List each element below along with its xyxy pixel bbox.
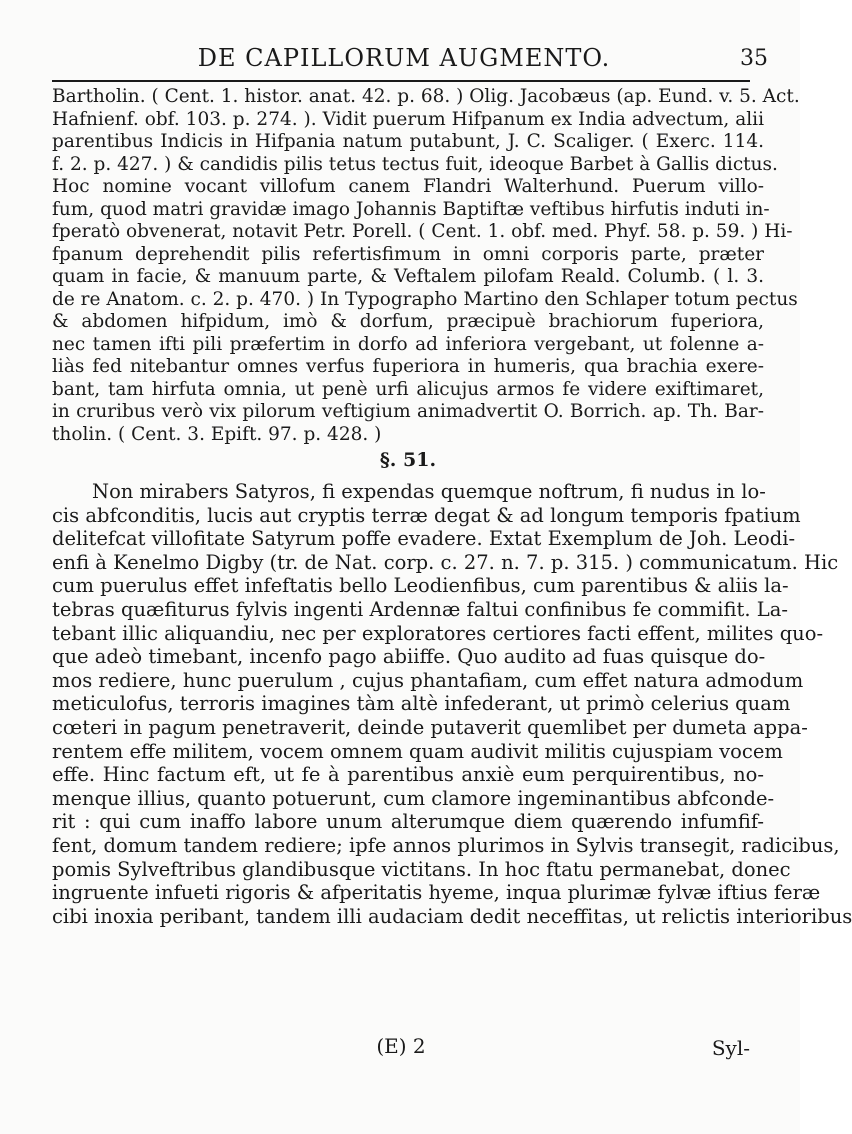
- text-line: delitefcat villofitate Satyrum poffe evadere. Extat Exemplum de Joh. Leodi-: [52, 527, 796, 551]
- text-line: tholin. ( Cent. 3. Epift. 97. p. 428. ): [52, 423, 382, 445]
- text-line: meticulofus, terroris imagines tàm altè infederant, ut primò celerius quam: [52, 692, 791, 716]
- text-line: bant, tam hirfuta omnia, ut penè urfi alicujus armos fe videre exiftimaret,: [52, 378, 764, 400]
- text-line: tebant illic aliquandiu, nec per exploratores certiores facti effent, milites quo-: [52, 621, 824, 645]
- page-number: 35: [740, 46, 768, 71]
- header-rule: [52, 80, 750, 82]
- section-heading: §. 51.: [379, 449, 437, 471]
- paragraph-1: [52, 86, 800, 446]
- text-line: cibi inoxia peribant, tandem illi audaciam dedit neceffitas, ut relictis interioribus: [52, 904, 852, 928]
- text-line: cœteri in pagum penetraverit, deinde putaverit quemlibet per dumeta appa-: [52, 715, 808, 739]
- text-line: de re Anatom. c. 2. p. 470. ) In Typographo Martino den Schlaper totum pectus: [52, 288, 798, 310]
- text-line: mos rediere, hunc puerulum , cujus phantafiam, cum effet natura admodum: [52, 668, 804, 692]
- running-title: DE CAPILLORUM AUGMENTO.: [197, 44, 611, 72]
- text-line: effe. Hinc factum eft, ut fe à parentibus anxiè eum perquirentibus, no-: [52, 763, 764, 787]
- catchword: Syl-: [711, 1036, 750, 1060]
- text-line: fperatò obvenerat, notavit Petr. Porell. ( Cent. 1. obf. med. Phyf. 58. p. 59. ) Hi-: [52, 221, 793, 242]
- text-line: fpanum deprehendit pilis refertisfimum in omni corporis parte, præter: [52, 243, 764, 265]
- text-line: rit : qui cum inaffo labore unum alterumque diem quærendo infumfif-: [52, 810, 764, 834]
- text-line: f. 2. p. 427. ) & candidis pilis tetus tectus fuit, ideoque Barbet à Gallis dictus.: [52, 153, 778, 175]
- text-line: Non mirabers Satyros, fi expendas quemque noftrum, fi nudus in lo-: [92, 480, 766, 503]
- signature-mark: (E) 2: [376, 1034, 426, 1058]
- text-line: cum puerulus effet infeftatis bello Leodienfibus, cum parentibus & aliis la-: [52, 574, 789, 598]
- text-line: tebras quæfiturus fylvis ingenti Ardennæ faltui confinibus fe commifit. La-: [52, 597, 788, 621]
- text-line: nec tamen ifti pili præfertim in dorfo ad inferiora vergebant, ut folenne a-: [52, 333, 764, 355]
- page-header: [40, 44, 768, 84]
- body-text: [52, 86, 852, 928]
- text-line: parentibus Indicis in Hifpania natum putabunt, J. C. Scaliger. ( Exerc. 114.: [52, 131, 764, 152]
- text-line: que adeò timebant, incenfo pago abiiffe. Quo audito ad fuas quisque do-: [52, 645, 766, 669]
- text-line: in cruribus verò vix pilorum veftigium animadvertit O. Borrich. ap. Th. Bar-: [52, 401, 764, 422]
- text-line: rentem effe militem, vocem omnem quam audivit militis cujuspiam vocem: [52, 739, 783, 763]
- text-line: fent, domum tandem rediere; ipfe annos plurimos in Sylvis transegit, radicibus,: [52, 833, 840, 857]
- text-line: Hoc nomine vocant villofum canem Flandri Walterhund. Puerum villo-: [52, 176, 764, 197]
- text-line: Hafnienf. obf. 103. p. 274. ). Vidit puerum Hifpanum ex India advectum, alii: [52, 108, 764, 130]
- paragraph-2: [52, 480, 852, 928]
- text-line: pomis Sylveftribus glandibusque victitans. In hoc ftatu permanebat, donec: [52, 857, 791, 881]
- text-line: ingruente infueti rigoris & afperitatis hyeme, inqua plurimæ fylvæ iftius feræ: [52, 881, 821, 905]
- text-line: cis abfconditis, lucis aut cryptis terræ degat & ad longum temporis fpatium: [52, 503, 801, 527]
- text-line: quam in facie, & manuum parte, & Veftalem pilofam Reald. Columb. ( l. 3.: [52, 266, 764, 287]
- page-footer: [52, 1030, 750, 1064]
- text-line: enfi à Kenelmo Digby (tr. de Nat. corp. c. 27. n. 7. p. 315. ) communicatum. Hic: [52, 550, 839, 574]
- text-line: fum, quod matri gravidæ imago Johannis Baptiftæ veftibus hirfutis induti in-: [52, 198, 770, 220]
- text-line: Bartholin. ( Cent. 1. histor. anat. 42. p. 68. ) Olig. Jacobæus (ap. Eund. v. 5. Act.: [52, 86, 800, 107]
- text-line: & abdomen hifpidum, imò & dorfum, præcipuè brachiorum fuperiora,: [52, 311, 764, 332]
- text-line: liàs fed nitebantur omnes verfus fuperiora in humeris, qua brachia exere-: [52, 356, 764, 377]
- text-line: menque illius, quanto potuerunt, cum clamore ingeminantibus abfconde-: [52, 786, 775, 810]
